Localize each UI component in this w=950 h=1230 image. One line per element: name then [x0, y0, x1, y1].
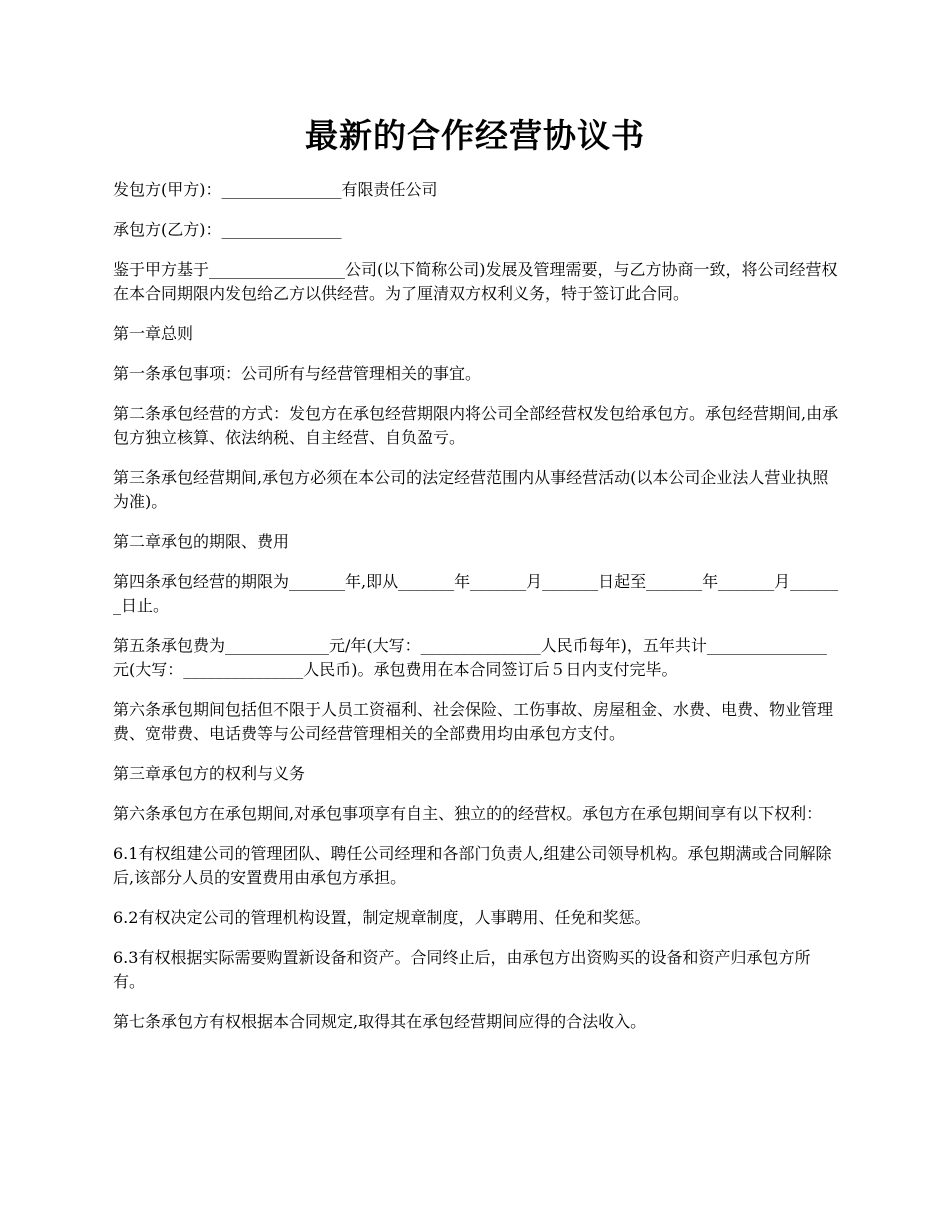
party-a-line: 发包方(甲方)：_______________有限责任公司: [113, 180, 438, 199]
clause-paragraph: 6.1有权组建公司的管理团队、聘任公司经理和各部门负责人,组建公司领导机构。承包期满或合同解除后,该部分人员的安置费用由承包方承担。: [113, 844, 832, 887]
document-body: [113, 178, 840, 1050]
document-title: 最新的合作经营协议书: [305, 116, 645, 155]
article-paragraph: 第六条承包期间包括但不限于人员工资福利、社会保险、工伤事故、房屋租金、水费、电费、物业管理费、宽带费、电话费等与公司经营管理相关的全部费用均由承包方支付。: [113, 700, 834, 743]
article-paragraph: 第三条承包经营期间,承包方必须在本公司的法定经营范围内从事经营活动(以本公司企业法人营业执照为准)。: [113, 468, 829, 511]
article-paragraph: 第一条承包事项：公司所有与经营管理相关的事宜。: [113, 364, 482, 383]
preamble-paragraph: 鉴于甲方基于_________________公司(以下简称公司)发展及管理需要，与乙方协商一致，将公司经营权在本合同期限内发包给乙方以供经营。为了厘清双方权利义务，特于签订此合同。: [113, 260, 838, 303]
article-paragraph: 第二条承包经营的方式：发包方在承包经营期限内将公司全部经营权发包给承包方。承包经营期间,由承包方独立核算、依法纳税、自主经营、自负盈亏。: [113, 404, 839, 447]
article-paragraph: 第七条承包方有权根据本合同规定,取得其在承包经营期间应得的合法收入。: [113, 1012, 647, 1031]
article-paragraph: 第六条承包方在承包期间,对承包事项享有自主、独立的的经营权。承包方在承包期间享有以下权利：: [113, 804, 823, 823]
clause-paragraph: 6.2有权决定公司的管理机构设置，制定规章制度，人事聘用、任免和奖惩。: [113, 908, 651, 927]
chapter-heading: 第一章总则: [113, 324, 194, 343]
chapter-heading: 第三章承包方的权利与义务: [113, 764, 306, 783]
article-paragraph: 第四条承包经营的期限为_______年,即从_______年_______月_______日起至_______年_______月_______日止。: [113, 572, 839, 615]
article-paragraph: 第五条承包费为_____________元/年(大写：_______________人民币每年)，五年共计_______________元(大写：_______________人民币)。承包费用在本合同签订后５日内支付完毕。: [113, 636, 827, 679]
chapter-heading: 第二章承包的期限、费用: [113, 532, 290, 551]
party-b-line: 承包方(乙方)：_______________: [113, 220, 342, 239]
clause-paragraph: 6.3有权根据实际需要购置新设备和资产。合同终止后，由承包方出资购买的设备和资产归承包方所有。: [113, 948, 811, 991]
